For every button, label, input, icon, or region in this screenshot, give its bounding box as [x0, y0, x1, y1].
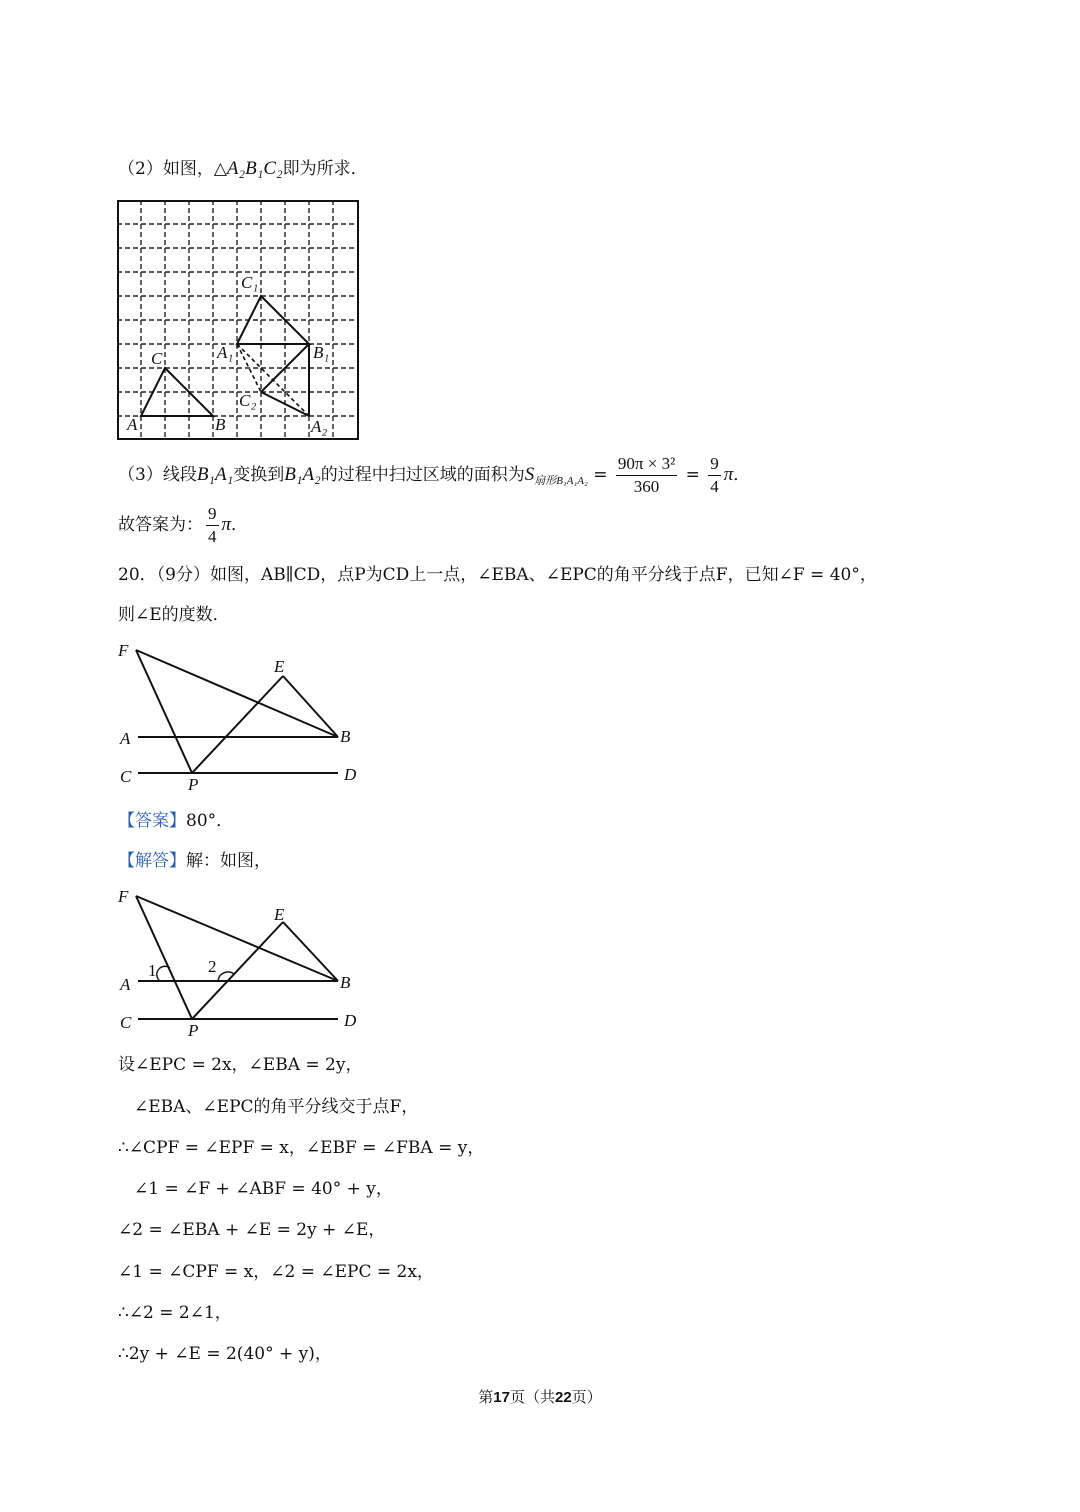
footer-total-pages: 22	[555, 1389, 572, 1406]
fig1-label-b: B	[340, 727, 351, 746]
part2-line	[118, 158, 368, 180]
fig2-label-b: B	[340, 973, 351, 992]
figure-1	[110, 638, 370, 798]
fig2-label-a: A	[120, 975, 131, 994]
label-b: B	[215, 415, 226, 434]
result-pi: π	[723, 464, 734, 485]
segment-pe	[192, 676, 283, 773]
part2-suffix: 即为所求．	[282, 159, 368, 179]
fig2-label-e: E	[274, 905, 285, 924]
fig2-label-f: F	[118, 887, 129, 906]
fig1-label-a: A	[120, 729, 131, 748]
equals-1: =	[593, 465, 608, 485]
step-8: ∴2y + ∠E = 2(40° + y)，	[118, 1344, 332, 1364]
segment-eb	[283, 922, 338, 981]
fig1-label-d: D	[344, 765, 357, 784]
part3-line	[118, 452, 750, 504]
answer-end: ．	[231, 515, 249, 535]
result-numerator: 9	[708, 453, 721, 476]
result-denominator: 4	[710, 477, 719, 496]
label-c2: C₂	[239, 391, 257, 410]
answer-pi: π	[221, 514, 232, 535]
footer-mid: 页（共	[509, 1388, 555, 1406]
fig2-label-angle-2: 2	[208, 957, 217, 976]
label-b1: B₁	[313, 343, 330, 362]
q20-line1: 20．（9分）如图，AB∥CD，点P为CD上一点，∠EBA、∠EPC的角平分线于点F，已知∠F = 40°，	[118, 565, 877, 585]
part3-seg2: B₁A₂	[284, 464, 321, 485]
step-5: ∠2 = ∠EBA + ∠E = 2y + ∠E，	[118, 1220, 386, 1240]
step-4: ∠1 = ∠F + ∠ABF = 40° + y，	[134, 1179, 393, 1199]
result-fraction	[708, 453, 721, 498]
step-3: ∴∠CPF = ∠EPF = x，∠EBF = ∠FBA = y，	[118, 1138, 485, 1158]
footer-post: 页）	[571, 1388, 602, 1406]
fig1-label-p: P	[188, 775, 199, 794]
segment-fp	[136, 650, 192, 773]
fig1-label-e: E	[274, 657, 285, 676]
part2-prefix: （2）如图，△	[118, 159, 227, 179]
step-6: ∠1 = ∠CPF = x，∠2 = ∠EPC = 2x，	[118, 1262, 434, 1282]
part3-text: 的过程中扫过区域的面积为	[320, 465, 525, 485]
fig2-label-p: P	[188, 1021, 199, 1040]
equals-2: =	[685, 465, 700, 485]
grid-lines	[117, 200, 359, 440]
area-fraction	[616, 453, 677, 498]
label-a: A	[127, 415, 138, 434]
solution-text: 解：如图，	[186, 851, 271, 871]
fig2-label-c: C	[120, 1013, 132, 1032]
grid-figure	[117, 200, 359, 440]
area-numerator: 90π × 3²	[616, 453, 677, 476]
page-footer	[0, 1386, 1080, 1407]
figure-2	[110, 884, 370, 1044]
step-7: ∴∠2 = 2∠1，	[118, 1303, 232, 1323]
answer-tag: 【答案】	[118, 811, 186, 831]
solution-row	[118, 850, 271, 872]
fig2-label-d: D	[344, 1011, 357, 1030]
answer-numerator: 9	[206, 503, 219, 526]
part3-seg1: B₁A₁	[196, 464, 234, 485]
label-a2: A₂	[311, 417, 328, 436]
label-a1: A₁	[217, 343, 234, 362]
segment-eb	[283, 676, 338, 737]
answer-line-prefix: 故答案为：	[118, 515, 203, 535]
part3-prefix: （3）线段	[118, 465, 197, 485]
area-symbol: S	[524, 464, 535, 485]
segment-pe	[192, 922, 283, 1019]
triangle-name: A₂B₁C₂	[226, 158, 283, 179]
part3-end: ．	[733, 465, 751, 485]
fig2-label-angle-1: 1	[148, 961, 157, 980]
segment-fb	[136, 896, 338, 981]
answer-row	[118, 810, 233, 832]
fig1-label-c: C	[120, 767, 132, 786]
answer-denominator: 4	[208, 527, 217, 546]
segment-fp	[136, 896, 192, 1019]
fig1-label-f: F	[118, 641, 129, 660]
answer-fraction	[206, 503, 219, 548]
solution-tag: 【解答】	[118, 851, 186, 871]
footer-page-number: 17	[493, 1389, 510, 1406]
footer-pre: 第	[478, 1388, 494, 1406]
step-2: ∠EBA、∠EPC的角平分线交于点F，	[134, 1097, 419, 1117]
area-subscript: 扇形B₁A₁A₂	[534, 475, 588, 487]
step-1: 设∠EPC = 2x，∠EBA = 2y，	[118, 1055, 363, 1075]
label-c1: C₁	[241, 273, 259, 292]
answer-line	[118, 502, 248, 548]
part3-mid: 变换到	[233, 465, 285, 485]
area-denominator: 360	[633, 477, 660, 496]
label-c: C	[151, 349, 163, 368]
answer-value: 80°．	[186, 811, 234, 831]
q20-line2: 则∠E的度数．	[118, 605, 230, 625]
